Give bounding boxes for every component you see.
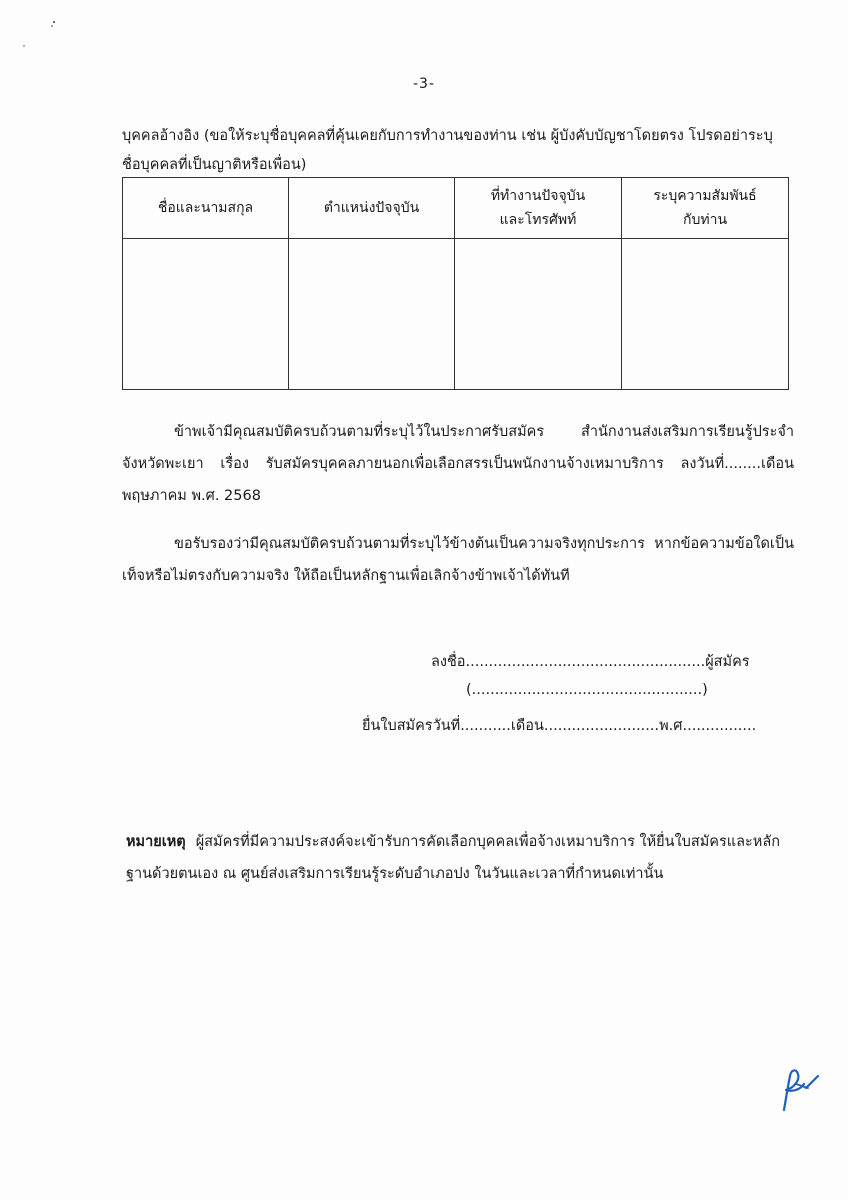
header-full-name-label: ชื่อและนามสกุล — [157, 200, 254, 216]
signature-line[interactable]: ลงชื่อ....................................................ผู้สมัคร — [431, 654, 750, 670]
cell-current-position[interactable] — [289, 239, 455, 390]
header-relationship-label: ระบุความสัมพันธ์ — [653, 188, 757, 204]
cell-full-name[interactable] — [123, 239, 289, 390]
reference-intro-line-2: ชื่อบุคคลที่เป็นญาติหรือเพื่อน) — [122, 157, 307, 173]
handwritten-initials — [770, 1058, 824, 1114]
reference-instructions — [122, 122, 792, 180]
reference-table-header-row — [123, 178, 789, 239]
qualification-statement: ข้าพเจ้ามีคุณสมบัติครบถ้วนตามที่ระบุไว้ในประกาศรับสมัคร สำนักงานส่งเสริมการเรียนรู้ประจำจังหวัดพะเยา เรื่อง รับสมัครบุคคลภายนอกเพื่อเลือกสรรเป็นพนักงานจ้างเหมาบริการ ลงวันที่........เดือนพฤษภาคม พ.ศ. 2568 — [122, 424, 794, 504]
cell-relationship[interactable] — [622, 239, 789, 390]
remark-text: ผู้สมัครที่มีความประสงค์จะเข้ารับการคัดเลือกบุคคลเพื่อจ้างเหมาบริการ ให้ยื่นใบสมัครและหลักฐานด้วยตนเอง ณ ศูนย์ส่งเสริมการเรียนรู้ระดับอำเภอปง ในวันและเวลาที่กำหนดเท่านั้น — [126, 834, 781, 882]
header-current-position — [289, 178, 455, 239]
reference-table-row — [123, 239, 789, 390]
header-phone-label: และโทรศัพท์ — [499, 212, 577, 228]
scan-specks — [22, 20, 62, 50]
certification-statement: ขอรับรองว่ามีคุณสมบัติครบถ้วนตามที่ระบุไว้ข้างต้นเป็นความจริงทุกประการ หากข้อความข้อใดเป็นเท็จหรือไม่ตรงกับความจริง ให้ถือเป็นหลักฐานเพื่อเลิกจ้างข้าพเจ้าได้ทันที — [122, 536, 794, 584]
reference-table — [122, 177, 789, 390]
submission-date-line[interactable]: ยื่นใบสมัครวันที่...........เดือน.........................พ.ศ................ — [362, 718, 757, 734]
cell-workplace-phone[interactable] — [455, 239, 622, 390]
header-relationship-label-2: กับท่าน — [682, 212, 728, 228]
header-workplace-label: ที่ทำงานปัจจุบัน — [490, 188, 586, 204]
printed-name-line[interactable]: (..................................................) — [466, 682, 708, 698]
remark-label: หมายเหตุ — [126, 834, 186, 850]
reference-intro-line-1: บุคคลอ้างอิง (ขอให้ระบุชื่อบุคคลที่คุ้นเคยกับการทำงานของท่าน เช่น ผู้บังคับบัญชาโดยตรง โปรดอย่าระบุ — [122, 128, 773, 144]
remark-note — [126, 826, 796, 890]
header-relationship — [622, 178, 789, 239]
page-number: -3- — [412, 76, 435, 92]
header-current-position-label: ตำแหน่งปัจจุบัน — [323, 200, 420, 216]
header-full-name — [123, 178, 289, 239]
header-workplace-phone — [455, 178, 622, 239]
